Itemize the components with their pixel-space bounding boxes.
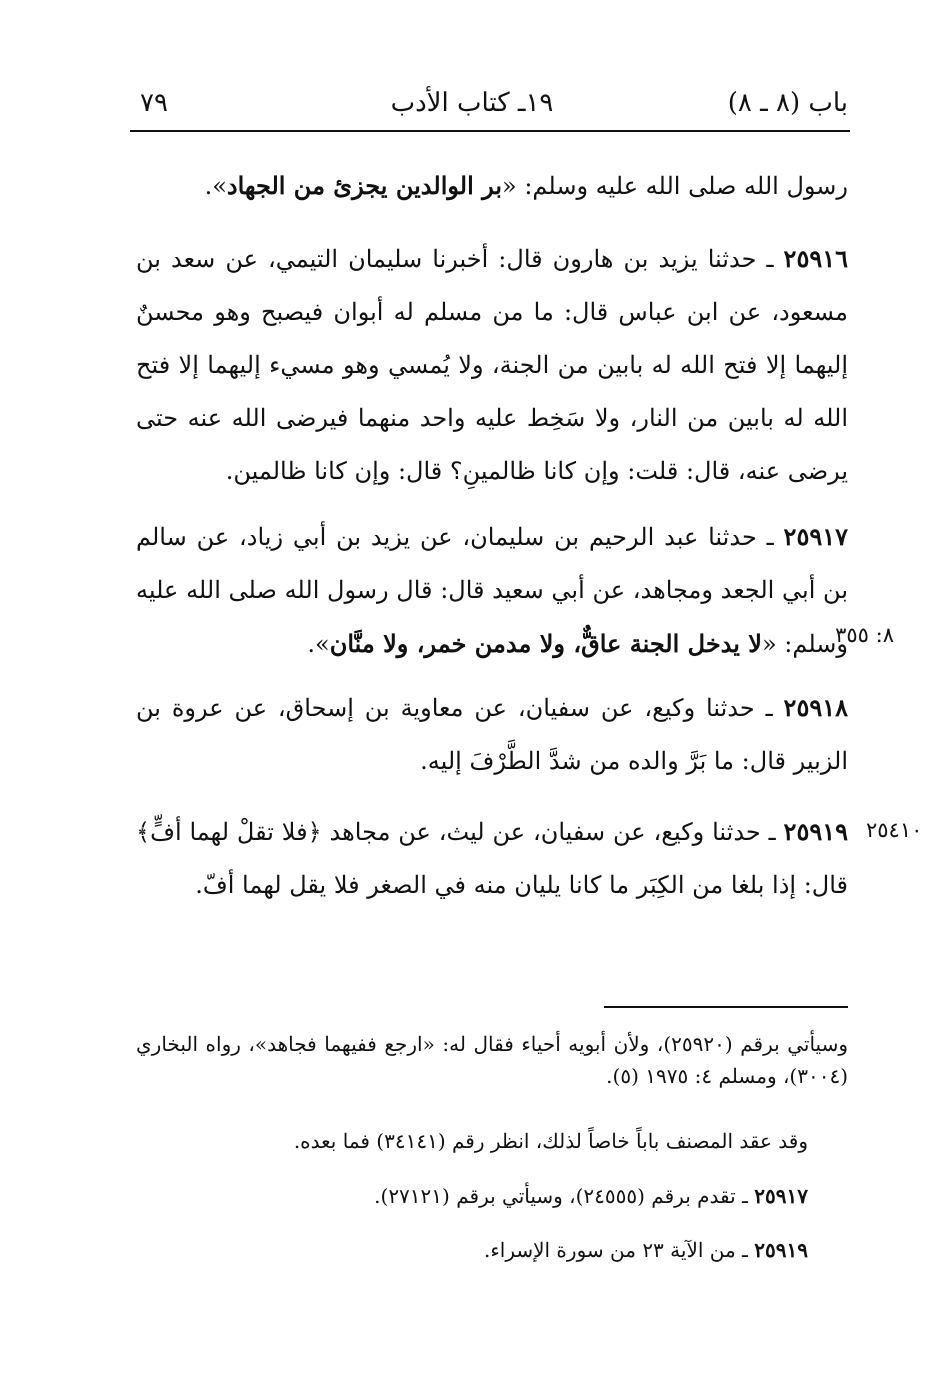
margin-reference: ٢٥٤١٠ <box>866 818 923 842</box>
footnote-3 <box>108 1180 808 1212</box>
hadith-25917 <box>136 510 848 671</box>
hadith-quote: بر الوالدين يجزئ من الجهاد <box>226 171 503 200</box>
paragraph-tail: ». <box>204 172 227 200</box>
paragraph-tail: ». <box>307 630 330 658</box>
hadith-quote: لا يدخل الجنة عاقٌّ، ولا مدمن خمر، ولا منَّان <box>329 629 762 658</box>
hadith-text: ـ حدثنا يزيد بن هارون قال: أخبرنا سليمان التيمي، عن سعد بن مسعود، عن ابن عباس قال: ما من مسلم له أبوان فيصبح وهو محسنٌ إليهما إلا فتح الله له بابين من الجنة، ولا يُمسي وهو مسيء إليهما إلا فتح الله له بابين من النار، ولا سَخِط عليه واحد منهما فيرضى الله عنه حتى يرضى عنه، قال: قلت: وإن كانا ظالمينِ؟ قال: وإن كانا ظالمين. <box>136 245 848 485</box>
footnote-rule <box>604 1006 848 1008</box>
footnote-number: ٢٥٩١٧ <box>754 1184 808 1208</box>
footnote-text: ـ تقدم برقم (٢٤٥٥٥)، وسيأتي برقم (٢٧١٢١). <box>374 1184 755 1208</box>
hadith-number: ٢٥٩١٧ <box>783 522 848 551</box>
header-rule <box>130 130 850 132</box>
footnote-2: وقد عقد المصنف باباً خاصاً لذلك، انظر رقم (٣٤١٤١) فما بعده. <box>293 1129 808 1153</box>
hadith-text: ـ حدثنا عبد الرحيم بن سليمان، عن يزيد بن أبي زياد، عن سالم بن أبي الجعد ومجاهد، عن أبي سعيد قال: قال رسول الله صلى الله عليه وسلم: « <box>136 523 848 658</box>
hadith-number: ٢٥٩١٦ <box>783 244 848 273</box>
chapter-heading: باب (٨ ـ ٨) <box>727 88 848 118</box>
hadith-25919 <box>136 805 848 912</box>
hadith-25918 <box>136 681 848 788</box>
page-number: ٧٩ <box>140 88 168 118</box>
hadith-text: ـ حدثنا وكيع، عن سفيان، عن معاوية بن إسحاق، عن عروة بن الزبير قال: ما بَرَّ والده من شدَّ الطَّرْفَ إليه. <box>136 694 848 775</box>
hadith-text: ـ حدثنا وكيع، عن سفيان، عن ليث، عن مجاهد ﴿فلا تقلْ لهما أفٍّ﴾ قال: إذا بلغا من الكِبَر ما كانا يليان منه في الصغر فلا يقل لهما أفّ. <box>136 818 848 899</box>
paragraph-continuation <box>136 159 848 213</box>
hadith-number: ٢٥٩١٨ <box>783 693 848 722</box>
hadith-number: ٢٥٩١٩ <box>783 817 848 846</box>
hadith-25916 <box>136 232 848 498</box>
footnote-number: ٢٥٩١٩ <box>754 1238 808 1262</box>
book-title: ١٩ـ كتاب الأدب <box>390 88 554 118</box>
footnote-4 <box>108 1234 808 1266</box>
footnote-1: وسيأتي برقم (٢٥٩٢٠)، ولأن أبويه أحياء فقال له: «ارجع ففيهما فجاهد»، رواه البخاري (٣٠٠٤)، ومسلم ٤: ١٩٧٥ (٥). <box>136 1032 848 1088</box>
paragraph-text: رسول الله صلى الله عليه وسلم: « <box>502 172 848 200</box>
footnote-text: ـ من الآية ٢٣ من سورة الإسراء. <box>484 1238 755 1262</box>
margin-reference: ٨: ٣٥٥ <box>835 623 894 647</box>
